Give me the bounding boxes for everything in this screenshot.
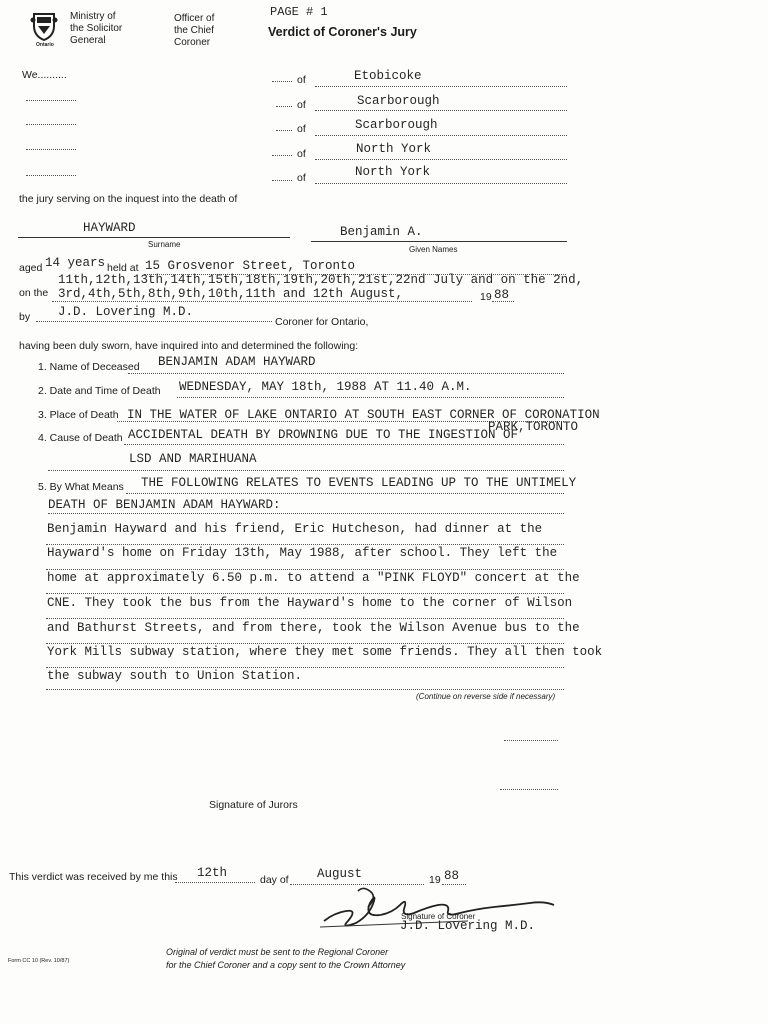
narrative-line — [46, 618, 564, 619]
by-what-means-label: 5. By What Means — [38, 481, 124, 493]
day-of-label: day of — [260, 874, 289, 886]
narrative-line — [46, 544, 564, 545]
juror-name-line — [26, 149, 76, 150]
of-label: of — [297, 148, 306, 160]
place-of-death-value: IN THE WATER OF LAKE ONTARIO AT SOUTH EAST CORNER OF CORONATION — [127, 408, 600, 422]
coroner-line — [36, 321, 272, 322]
juror-signature-line — [500, 789, 558, 790]
on-the-label: on the — [19, 287, 49, 299]
inquest-dates-line2: 3rd,4th,5th,8th,9th,10th,11th and 12th August, — [58, 287, 404, 301]
surname-line — [18, 237, 290, 238]
juror-name-line — [26, 124, 76, 125]
dates-line — [52, 301, 472, 302]
date-of-death-label: 2. Date and Time of Death — [38, 385, 161, 397]
received-day-line — [175, 882, 255, 883]
inquest-text: the jury serving on the inquest into the death of — [19, 193, 238, 205]
place-of-death-value-cont: PARK,TORONTO — [488, 420, 579, 434]
aged-label: aged — [19, 262, 43, 274]
narrative-line — [46, 593, 564, 594]
by-what-means-value: THE FOLLOWING RELATES TO EVENTS LEADING UP TO THE UNTIMELY — [141, 476, 577, 490]
juror-residence: Scarborough — [357, 94, 440, 108]
form-number: Form CC 10 (Rev. 10/87) — [8, 958, 70, 964]
cause-of-death-label: 4. Cause of Death — [38, 432, 123, 444]
deceased-surname: HAYWARD — [83, 221, 136, 235]
juror-residence: North York — [356, 142, 432, 156]
juror-signature-line — [504, 740, 558, 741]
deceased-given-names: Benjamin A. — [340, 225, 423, 239]
ontario-crest-icon — [30, 10, 58, 42]
cause-of-death-value-cont: LSD AND MARIHUANA — [129, 452, 257, 466]
coroner-printed-name: J.D. Lovering M.D. — [400, 919, 536, 933]
juror-residence-line — [315, 110, 567, 111]
name-of-deceased-value: BENJAMIN ADAM HAYWARD — [158, 355, 316, 369]
juror-name-line — [26, 175, 76, 176]
narrative-line — [46, 667, 564, 668]
footer-note-line2: for the Chief Coroner and a copy sent to the Crown Attorney — [166, 960, 406, 970]
juror-residence-line — [315, 86, 567, 87]
narrative-text: Hayward's home on Friday 13th, May 1988, after school. They left the — [47, 546, 558, 560]
by-what-means-line — [126, 493, 564, 494]
page-number: PAGE # 1 — [270, 5, 328, 19]
received-year-prefix: 19 — [429, 874, 441, 886]
name-of-deceased-label: 1. Name of Deceased — [38, 361, 140, 373]
juror-residence: Etobicoke — [354, 69, 422, 83]
date-of-death-value: WEDNESDAY, MAY 18th, 1988 AT 11.40 A.M. — [179, 380, 472, 394]
ontario-wordmark: Ontario — [36, 42, 54, 48]
narrative-text: York Mills subway station, where they met some friends. They all then took — [47, 645, 603, 659]
inquest-dates-line1: 11th,12th,13th,14th,15th,18th,19th,20th,21st,22nd July and on the 2nd, — [58, 273, 584, 287]
sworn-text: having been duly sworn, have inquired into and determined the following: — [19, 340, 359, 352]
narrative-line — [46, 643, 564, 644]
narrative-line — [46, 689, 564, 690]
given-names-label: Given Names — [409, 245, 458, 254]
juror-lead-dots — [272, 81, 292, 82]
by-what-means-value-cont: DEATH OF BENJAMIN ADAM HAYWARD: — [48, 498, 281, 512]
received-month: August — [317, 867, 363, 881]
office-name: Officer of the Chief Coroner — [174, 13, 215, 48]
we-label: We.......... — [22, 69, 67, 81]
juror-residence: Scarborough — [355, 118, 438, 132]
juror-name-line — [26, 100, 76, 101]
received-label: This verdict was received by me this — [9, 871, 178, 883]
held-at-value: 15 Grosvenor Street, Toronto — [145, 259, 356, 273]
ministry-name: Ministry of the Solicitor General — [70, 11, 123, 46]
juror-residence-line — [315, 159, 567, 160]
of-label: of — [297, 99, 306, 111]
page-title: Verdict of Coroner's Jury — [268, 25, 417, 39]
held-at-label: held at — [107, 262, 139, 274]
footer-note-line1: Original of verdict must be sent to the Regional Coroner — [166, 947, 389, 957]
place-of-death-label: 3. Place of Death — [38, 409, 119, 421]
juror-lead-dots — [276, 106, 292, 107]
signature-of-coroner-label: Signature of Coroner — [401, 912, 476, 921]
narrative-text: the subway south to Union Station. — [47, 669, 303, 683]
by-label: by — [19, 311, 31, 323]
of-label: of — [297, 74, 306, 86]
juror-residence-line — [315, 135, 567, 136]
narrative-line — [46, 569, 564, 570]
of-label: of — [297, 123, 306, 135]
juror-residence-line — [315, 183, 567, 184]
of-label: of — [297, 172, 306, 184]
juror-lead-dots — [276, 130, 292, 131]
juror-lead-dots — [272, 155, 292, 156]
received-day: 12th — [197, 866, 228, 880]
name-of-deceased-line — [128, 373, 564, 374]
juror-residence: North York — [355, 165, 431, 179]
juror-lead-dots — [272, 180, 292, 181]
received-year: 88 — [444, 869, 460, 883]
continue-note: (Continue on reverse side if necessary) — [416, 692, 556, 701]
date-of-death-line — [177, 397, 564, 398]
coroner-suffix: Coroner for Ontario, — [275, 316, 369, 328]
by-what-means-line-2 — [48, 513, 564, 514]
year-line — [492, 301, 514, 302]
coroner-name: J.D. Lovering M.D. — [58, 305, 194, 319]
cause-of-death-line-2 — [48, 470, 564, 471]
narrative-text: CNE. They took the bus from the Hayward's home to the corner of Wilson — [47, 596, 573, 610]
year-prefix: 19 — [480, 291, 492, 303]
cause-of-death-value: ACCIDENTAL DEATH BY DROWNING DUE TO THE INGESTION OF — [128, 428, 519, 442]
cause-of-death-line — [124, 444, 564, 445]
given-names-line — [311, 241, 567, 242]
narrative-text: and Bathurst Streets, and from there, took the Wilson Avenue bus to the — [47, 621, 580, 635]
aged-value: 14 years — [45, 256, 106, 270]
narrative-text: Benjamin Hayward and his friend, Eric Hutcheson, had dinner at the — [47, 522, 543, 536]
signature-of-jurors-label: Signature of Jurors — [209, 799, 298, 811]
surname-label: Surname — [148, 240, 181, 249]
narrative-text: home at approximately 6.50 p.m. to attend a "PINK FLOYD" concert at the — [47, 571, 580, 585]
inquest-year: 88 — [494, 288, 510, 302]
